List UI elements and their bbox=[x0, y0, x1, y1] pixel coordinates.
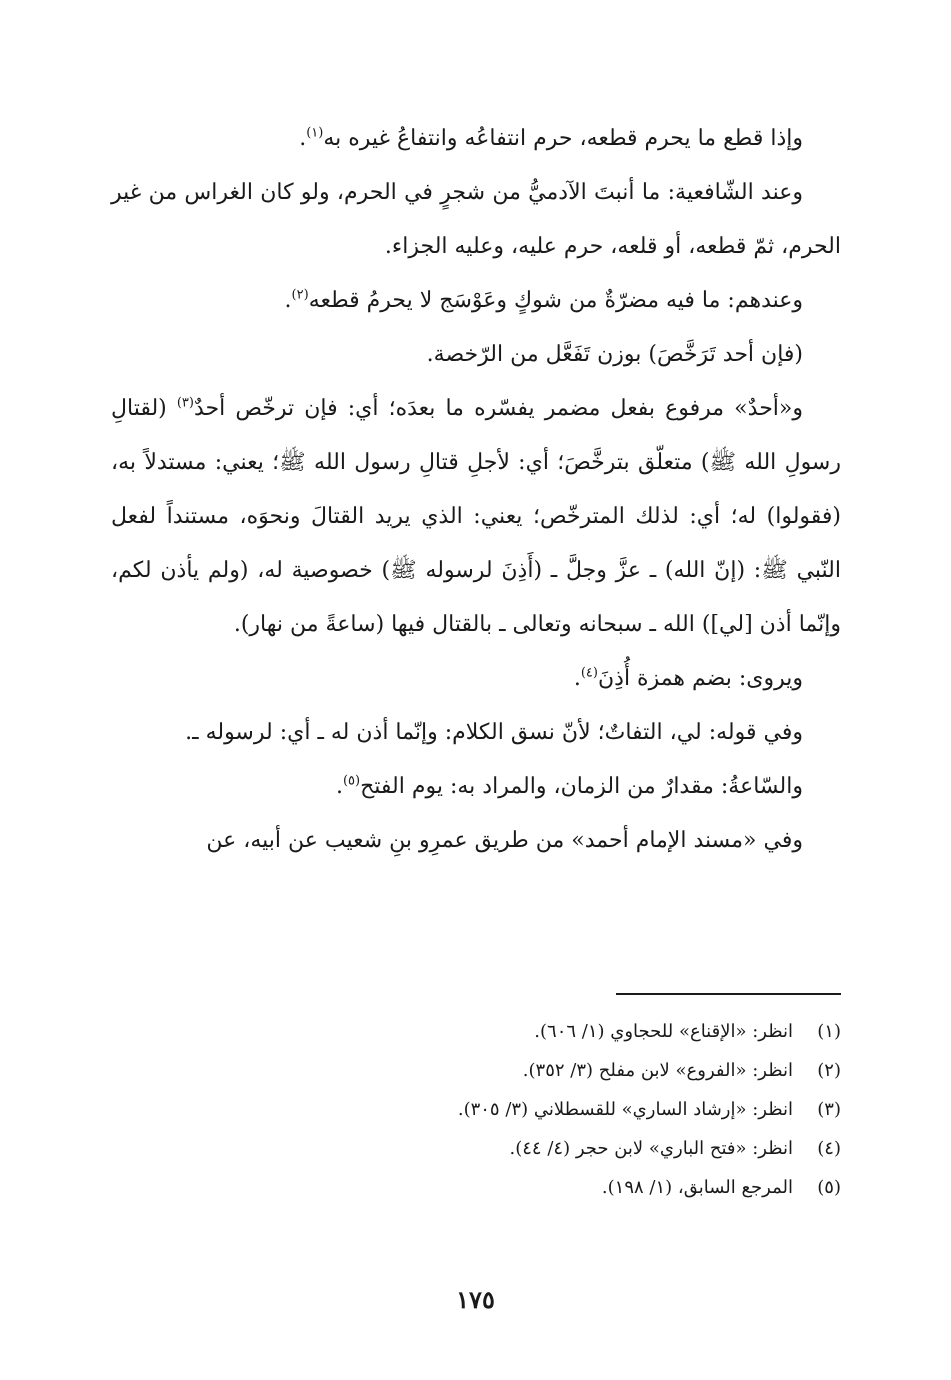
paragraph-text: ويروى: بضم همزة أُذِنَ bbox=[597, 666, 803, 691]
paragraph-tail: . bbox=[573, 666, 581, 691]
paragraph bbox=[111, 706, 841, 760]
footnote-number: (١) bbox=[817, 1021, 841, 1042]
footnote-text: انظر: «الإقناع» للحجاوي (١/ ٦٠٦). bbox=[534, 1021, 793, 1042]
paragraph-text: وفي قوله: لي، التفاتٌ؛ لأنّ نسق الكلام: وإنّما أذن له ـ أي: لرسوله ـ. bbox=[185, 720, 803, 745]
paragraph bbox=[111, 760, 841, 814]
footnote-text: انظر: «الفروع» لابن مفلح (٣/ ٣٥٢). bbox=[522, 1060, 793, 1081]
footnote-ref: (١) bbox=[306, 125, 324, 141]
paragraph-tail: (لقتالِ رسولِ الله ﷺ) متعلّق بترخَّصَ؛ أي: لأجلِ قتالِ رسول الله ﷺ؛ يعني: مستدلاً به، (فقولوا) له؛ أي: لذلك المترخّص؛ يعني: الذي يريد القتالَ ونحوَه، مستنداً لفعل النّبي ﷺ: (إنّ الله) ـ عزَّ وجلَّ ـ (أَذِنَ لرسوله ﷺ) خصوصية له، (ولم يأذن لكم، وإنّما أذن [لي]) الله ـ سبحانه وتعالى ـ بالقتال فيها (ساعةً من نهار). bbox=[111, 396, 842, 637]
paragraph bbox=[111, 328, 841, 382]
paragraph-tail: . bbox=[335, 774, 343, 799]
footnote-ref: (٣) bbox=[176, 395, 194, 411]
footnote-number: (٢) bbox=[817, 1060, 841, 1081]
footnote-item bbox=[111, 1168, 841, 1207]
footnote-divider bbox=[616, 993, 841, 995]
footnote-number: (٥) bbox=[817, 1177, 841, 1198]
paragraph bbox=[111, 166, 841, 274]
footnote-text: انظر: «إرشاد الساري» للقسطلاني (٣/ ٣٠٥). bbox=[457, 1099, 793, 1120]
footnote-item bbox=[111, 1129, 841, 1168]
paragraph bbox=[111, 274, 841, 328]
footnote-text: المرجع السابق، (١/ ١٩٨). bbox=[601, 1177, 793, 1198]
footnotes-list bbox=[111, 1012, 841, 1207]
paragraph bbox=[111, 112, 841, 166]
paragraph-text: وفي «مسند الإمام أحمد» من طريق عمرِو بنِ شعيب عن أبيه، عن bbox=[206, 828, 803, 853]
footnote-ref: (٤) bbox=[580, 665, 598, 681]
footnote-item bbox=[111, 1051, 841, 1090]
footnote-number: (٣) bbox=[817, 1099, 841, 1120]
paragraph-text: وإذا قطع ما يحرم قطعه، حرم انتفاعُه وانتفاعُ غيره به bbox=[323, 126, 803, 151]
paragraph-text: و«أحدٌ» مرفوع بفعل مضمر يفسّره ما بعدَه؛ أي: فإن ترخّص أحدٌ bbox=[193, 396, 803, 421]
main-text bbox=[111, 112, 841, 868]
paragraph-text: وعندهم: ما فيه مضرّةٌ من شوكٍ وعَوْسَج لا يحرمُ قطعه bbox=[308, 288, 803, 313]
paragraph-tail: . bbox=[284, 288, 292, 313]
footnote-item bbox=[111, 1090, 841, 1129]
paragraph-text: والسّاعةُ: مقدارٌ من الزمان، والمراد به: يوم الفتح bbox=[360, 774, 803, 799]
paragraph bbox=[111, 652, 841, 706]
footnote-ref: (٢) bbox=[291, 287, 309, 303]
paragraph-tail: . bbox=[299, 126, 307, 151]
paragraph-text: (فإن أحد تَرَخَّصَ) بوزن تَفَعَّل من الرّخصة. bbox=[426, 342, 803, 367]
page-number: ١٧٥ bbox=[456, 1285, 495, 1314]
paragraph bbox=[111, 814, 841, 868]
footnote-number: (٤) bbox=[817, 1138, 841, 1159]
footnote-ref: (٥) bbox=[342, 773, 361, 789]
footnote-item bbox=[111, 1012, 841, 1051]
paragraph bbox=[111, 382, 841, 652]
paragraph-text: وعند الشّافعية: ما أنبتَ الآدميُّ من شجرٍ في الحرم، ولو كان الغراس من غير الحرم، ثمّ قطعه، أو قلعه، حرم عليه، وعليه الجزاء. bbox=[111, 180, 841, 259]
footnote-text: انظر: «فتح الباري» لابن حجر (٤/ ٤٤). bbox=[509, 1138, 793, 1159]
